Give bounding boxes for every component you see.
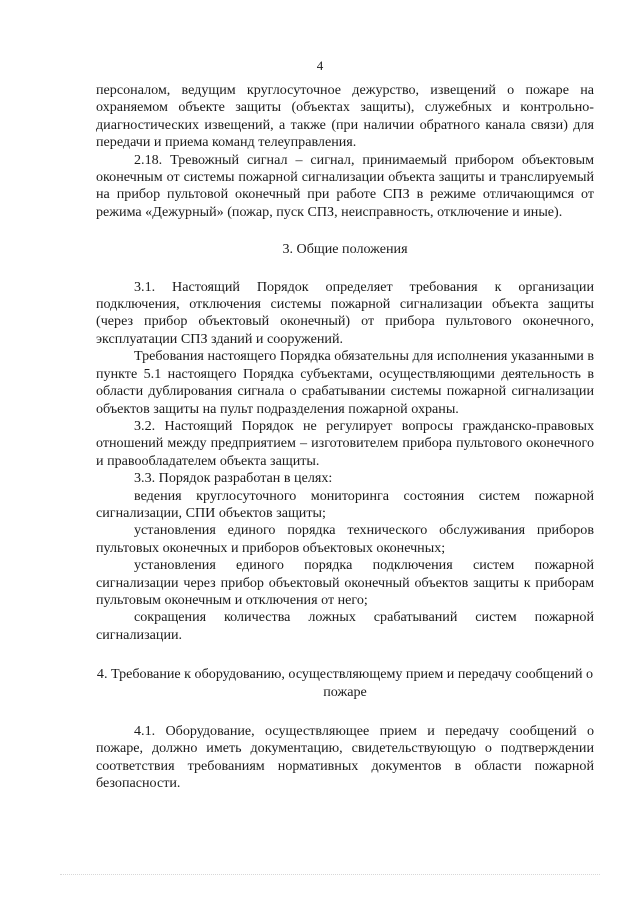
list-item-maintenance-procedure: установления единого порядка технического обслуживания приборов пультовых оконечных и приборов объектовых оконечных; (96, 522, 594, 556)
list-item-monitoring: ведения круглосуточного мониторинга состояния систем пожарной сигнализации, СПИ объектов защиты; (96, 487, 594, 521)
paragraph-4-1-documentation: 4.1. Оборудование, осуществляющее прием и передачу сообщений о пожаре, должно иметь документацию, свидетельствующую о подтверждении соответствия требованиям нормативных документов в области пожарной безопасности. (96, 723, 594, 792)
paragraph-3-3-purposes: 3.3. Порядок разработан в целях: (134, 470, 333, 487)
section-heading-4-equipment-requirements: 4. Требование к оборудованию, осуществляющему прием и передачу сообщений о пожаре (96, 666, 594, 700)
paragraph-3-2-not-regulated: 3.2. Настоящий Порядок не регулирует вопросы гражданско-правовых отношений между предприятием – изготовителем прибора пультового оконечного и правообладателем объекта защиты. (96, 417, 594, 469)
list-item-false-alarm-reduction: сокращения количества ложных срабатываний систем пожарной сигнализации. (96, 609, 594, 643)
page-number: 4 (316, 58, 324, 73)
scan-artifact-line (60, 874, 600, 876)
list-item-connection-procedure: установления единого порядка подключения систем пожарной сигнализации через прибор объектовый оконечный объектов защиты к приборам пультовым оконечным и отключения от него; (96, 557, 594, 608)
paragraph-personnel-continuation: персоналом, ведущим круглосуточное дежурство, извещений о пожаре на охраняемом объекте защиты (объектах защиты), служебных и контрольно-диагностических извещений, а также (при наличии обратного канала связи) для передачи и приема команд телеуправления. (96, 82, 594, 151)
paragraph-2-18-alarm-signal: 2.18. Тревожный сигнал – сигнал, принимаемый прибором объектовым оконечным от системы пожарной сигнализации объекта защиты и транслируемый на прибор пультовой оконечный при работе СПЗ в режиме отличающимся от режима «Дежурный» (пожар, пуск СПЗ, неисправность, отключение и иные). (96, 151, 594, 220)
paragraph-3-1-scope: 3.1. Настоящий Порядок определяет требования к организации подключения, отключения системы пожарной сигнализации объекта защиты (через прибор объектовый оконечный) от прибора пультового оконечного, эксплуатации СПЗ зданий и сооружений. (96, 278, 594, 347)
section-heading-3-general-provisions: 3. Общие положения (282, 241, 408, 258)
document-body (96, 82, 594, 793)
paragraph-3-1-requirements: Требования настоящего Порядка обязательны для исполнения указанными в пункте 5.1 настоящего Порядка субъектами, осуществляющими деятельность в области дублирования сигнала о срабатывании системы пожарной сигнализации объектов защиты на пульт подразделения пожарной охраны. (96, 348, 594, 417)
